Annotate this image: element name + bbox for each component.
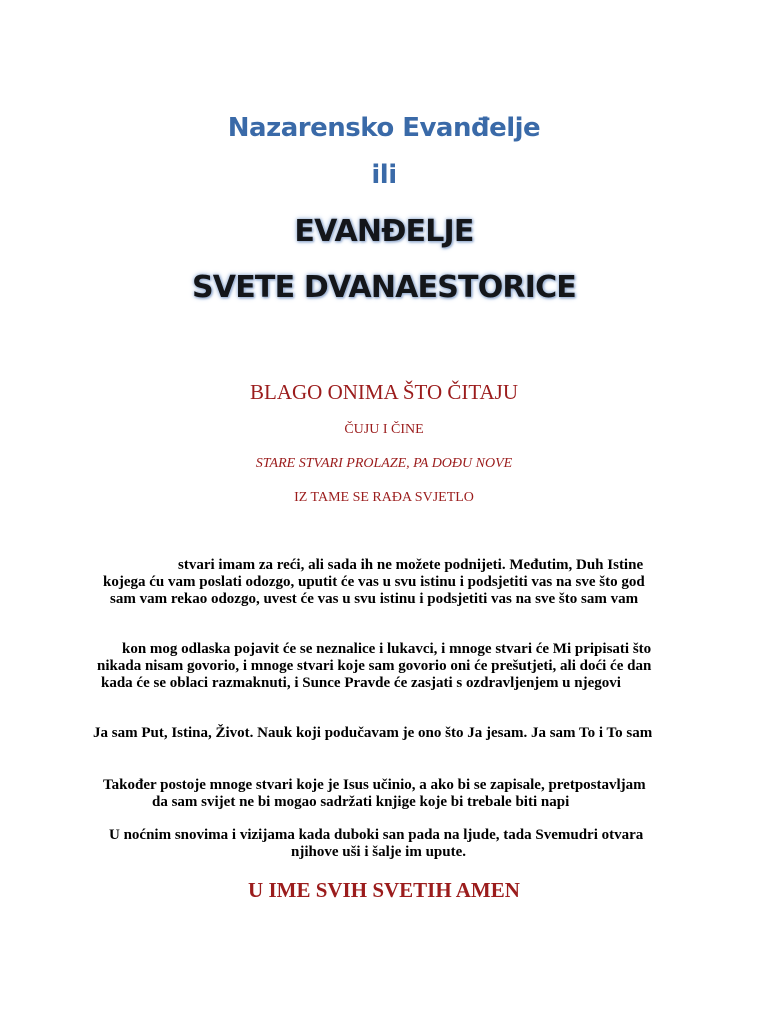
subtitle-line-3: STARE STVARI PROLAZE, PA DOĐU NOVE <box>255 456 513 471</box>
subtitle-line-2: ČUJU I ČINE <box>344 422 424 437</box>
title-line-1: Nazarensko Evanđelje <box>227 113 541 143</box>
title-line-2: ili <box>371 160 397 190</box>
paragraph-1-line-2: kojega ću vam poslati odozgo, uputit će vas u svu istinu i podsjetiti vas na sve što god <box>103 574 645 590</box>
paragraph-2-line-3: kada će se oblaci razmaknuti, i Sunce Pravde će zasjati s ozdravljenjem u njegovi <box>101 675 621 691</box>
title-line-4: SVETE DVANAESTORICE <box>192 270 576 305</box>
paragraph-4-line-2: da sam svijet ne bi mogao sadržati knjige koje bi trebale biti napi <box>152 794 570 810</box>
title-line-3: EVANĐELJE <box>294 214 474 249</box>
paragraph-2-line-1: kon mog odlaska pojavit će se neznalice i lukavci, i mnoge stvari će Mi pripisati što <box>122 641 652 657</box>
paragraph-5-line-2: njihove uši i šalje im upute. <box>291 844 467 860</box>
paragraph-3-line-1: Ja sam Put, Istina, Život. Nauk koji podučavam je ono što Ja jesam. Ja sam To i To sam <box>93 725 653 741</box>
paragraph-1-line-3: sam vam rekao odozgo, uvest će vas u svu istinu i podsjetiti vas na sve što sam vam <box>110 591 639 607</box>
closing-line: U IME SVIH SVETIH AMEN <box>248 878 520 902</box>
paragraph-5-line-1: U noćnim snovima i vizijama kada duboki san pada na ljude, tada Svemudri otvara <box>109 827 644 843</box>
paragraph-1-line-1: stvari imam za reći, ali sada ih ne možete podnijeti. Međutim, Duh Istine <box>178 557 644 573</box>
paragraph-4-line-1: Također postoje mnoge stvari koje je Isus učinio, a ako bi se zapisale, pretpostavljam <box>103 777 646 793</box>
subtitle-line-1: BLAGO ONIMA ŠTO ČITAJU <box>249 380 519 404</box>
paragraph-2-line-2: nikada nisam govorio, i mnoge stvari koje sam govorio oni će prešutjeti, ali doći će dan <box>97 658 652 674</box>
subtitle-line-4: IZ TAME SE RAĐA SVJETLO <box>294 490 474 505</box>
